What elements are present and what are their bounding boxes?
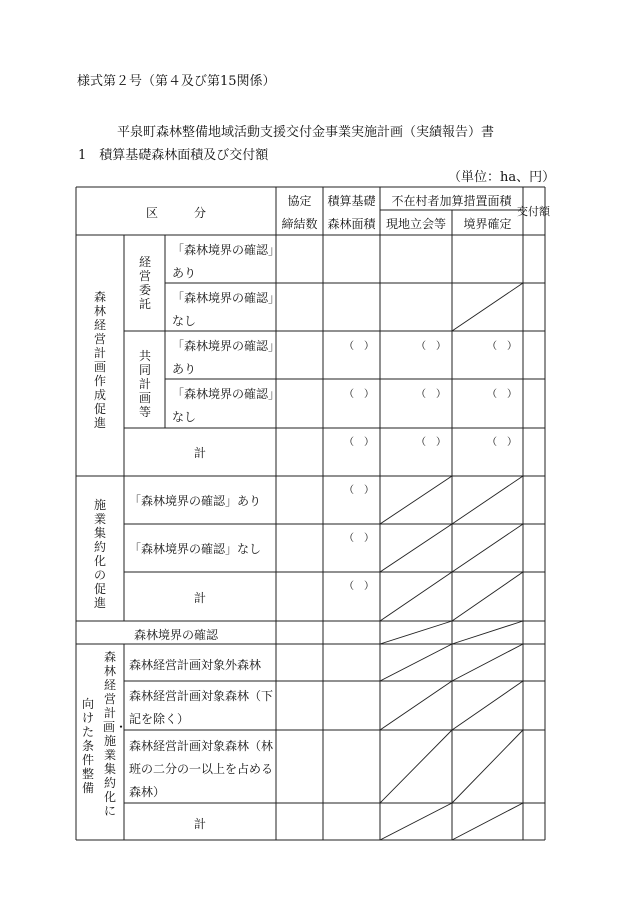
row-ari-line2: あり [172,362,197,376]
unit-note: （単位：ha、円） [448,170,556,185]
sub-label-kyodo: 共同計画等 [138,349,151,419]
group-label-joken-sub: 森林経営計画・施業集約化に [103,650,128,818]
row-g4-rinpan-line3: 森林） [129,785,166,799]
row-g4-rinpan-line2: 班の二分の一以上を占める [129,762,274,776]
paren-placeholder: （ ） [487,341,517,352]
paren-placeholder: （ ） [344,437,374,448]
header-sekisan: 積算基礎 [327,194,376,208]
row-g4-taishogai: 森林経営計画対象外森林 [129,658,262,672]
paren-placeholder: （ ） [344,389,374,400]
header-fuzai: 不在村者加算措置面積 [391,194,512,208]
paren-placeholder: （ ） [416,341,446,352]
paren-placeholder: （ ） [344,341,374,352]
header-genchi: 現地立会等 [385,217,446,231]
group-label-keiei: 森林経営計画作成促進 [93,290,106,430]
paren-placeholder: （ ） [487,389,517,400]
row-g4-taisho-line1: 森林経営計画対象森林（下 [129,689,274,703]
row-nashi-line1: 「森林境界の確認」 [172,387,281,401]
row-g4-total: 計 [193,817,206,831]
paren-placeholder: （ ） [487,437,517,448]
row-ari-line1: 「森林境界の確認」 [172,339,281,353]
row-ari-line1: 「森林境界の確認」 [172,243,281,257]
header-sekisan-2: 森林面積 [327,217,376,231]
row-ari-line2: あり [172,266,197,280]
sub-label-itaku: 経営委託 [138,255,151,311]
row-g2-total: 計 [193,591,206,605]
row-g4-rinpan-line1: 森林経営計画対象森林（林 [129,739,274,753]
row-kyokai-kakunin: 森林境界の確認 [133,628,218,642]
header-kofu: 交付額 [517,205,550,218]
row-g2-ari: 「森林境界の確認」あり [129,494,262,508]
header-kyotei: 協定 [287,194,312,208]
paren-placeholder: （ ） [344,533,374,544]
header-kyokai: 境界確定 [463,217,512,231]
paren-placeholder: （ ） [416,437,446,448]
group-label-shugyo: 施業集約化の促進 [93,498,106,610]
paren-placeholder: （ ） [416,389,446,400]
row-nashi-line1: 「森林境界の確認」 [172,291,281,305]
form-label: 様式第２号（第４及び第15関係） [77,74,276,89]
row-nashi-line2: なし [172,410,197,424]
row-nashi-line2: なし [172,314,197,328]
header-kubun: 区 分 [145,206,206,220]
section-title: 1 積算基礎森林面積及び交付額 [78,148,269,163]
row-g4-taisho-line2: 記を除く） [129,712,190,726]
document-title: 平泉町森林整備地域活動支援交付金事業実施計画（実績報告）書 [117,125,495,140]
header-kyotei-2: 締結数 [281,217,318,231]
group-label-joken: 向けた条件整備 [81,697,94,795]
row-g2-nashi: 「森林境界の確認」なし [129,542,262,556]
paren-placeholder: （ ） [344,485,374,496]
paren-placeholder: （ ） [344,581,374,592]
row-total: 計 [193,446,206,460]
